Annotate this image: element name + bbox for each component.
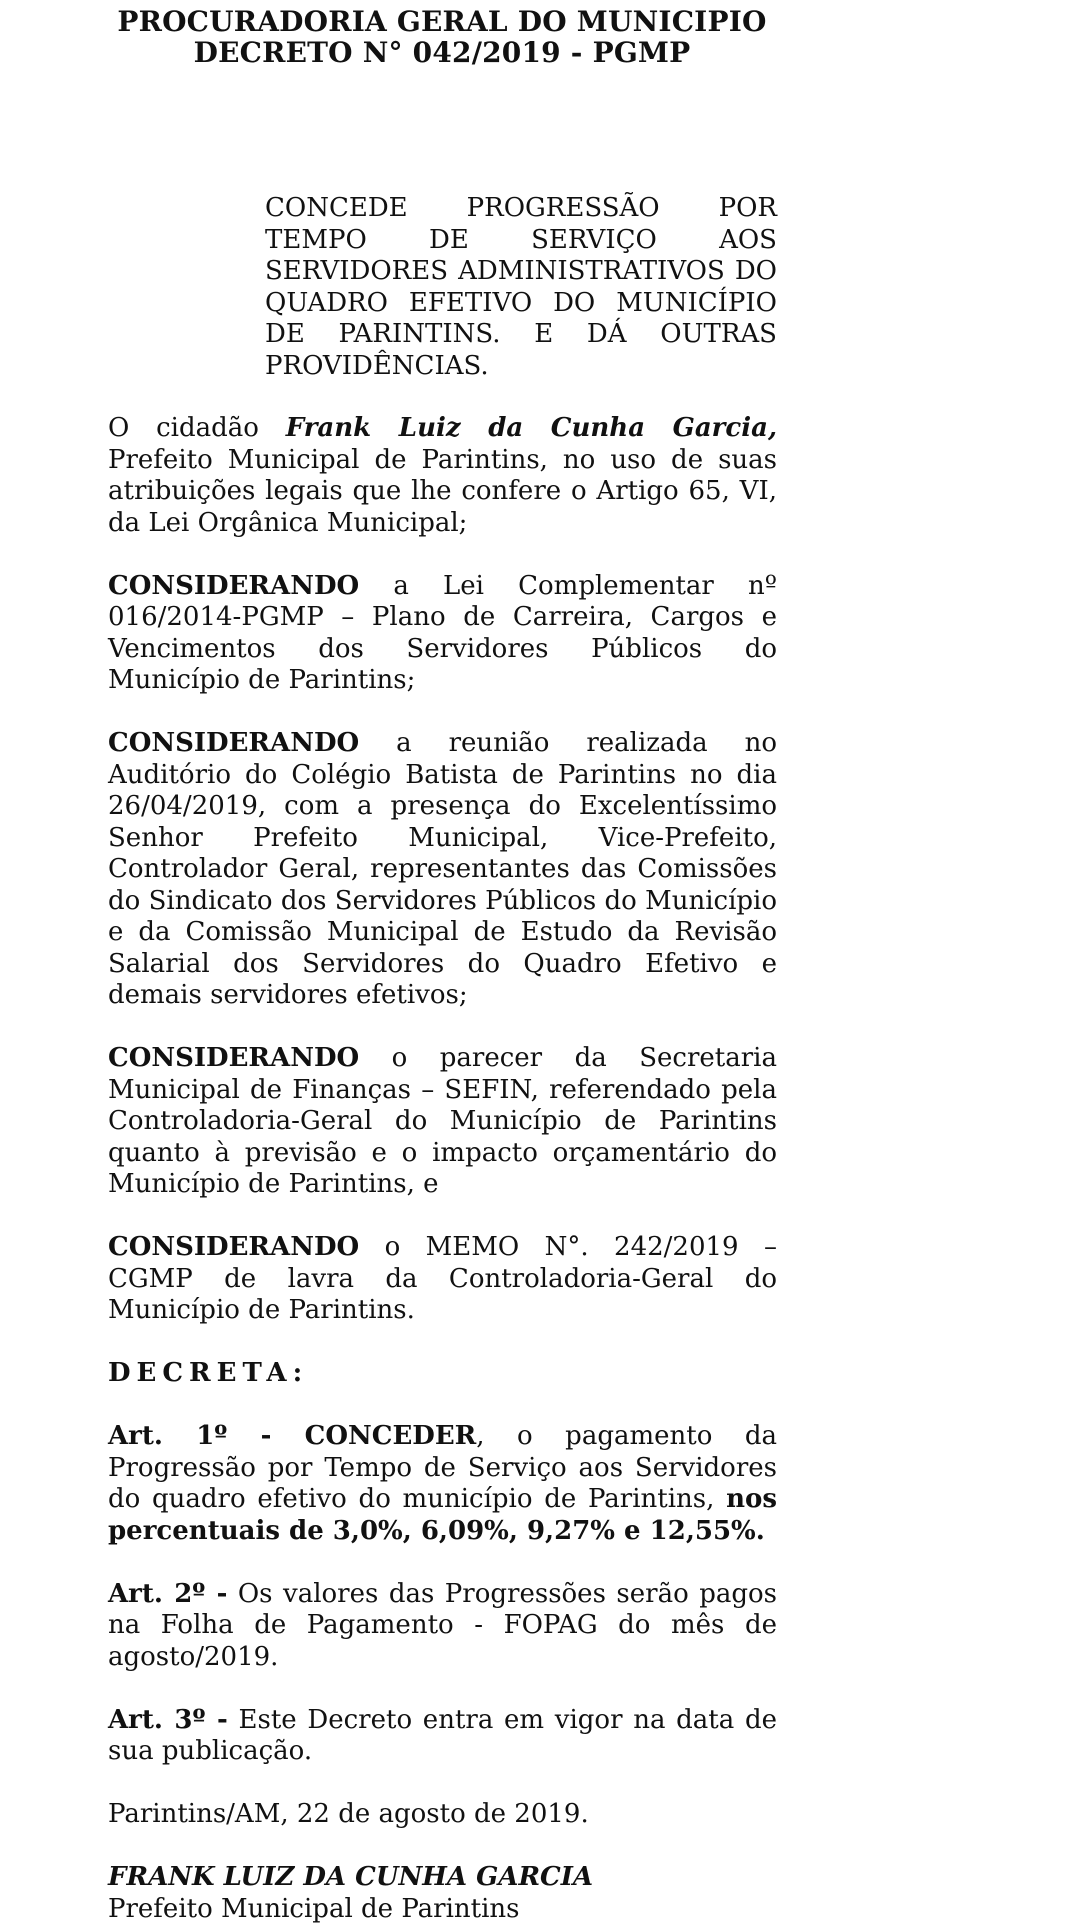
considerando-text: a Lei Complementar nº 016/2014-PGMP – Plano de Carreira, Cargos e Vencimentos dos Servidores Públicos do Município de Parintins; [108, 571, 777, 696]
decree-number: DECRETO N° 042/2019 - PGMP [0, 37, 884, 68]
article-3 [108, 1705, 777, 1768]
signatory-role: Prefeito Municipal de Parintins [108, 1894, 777, 1925]
preamble-intro: O cidadão [108, 413, 286, 443]
considerando-lead: CONSIDERANDO [108, 1043, 359, 1073]
considerando-1 [108, 571, 777, 697]
decree-summary: CONCEDE PROGRESSÃO POR TEMPO DE SERVIÇO AOS SERVIDORES ADMINISTRATIVOS DO QUADRO EFETIVO DO MUNICÍPIO DE PARINTINS. E DÁ OUTRAS PROVIDÊNCIAS. [265, 193, 777, 382]
article-lead: Art. 3º - [108, 1705, 228, 1735]
article-lead: Art. 1º - CONCEDER [108, 1421, 476, 1451]
article-lead: Art. 2º - [108, 1579, 227, 1609]
institution-title: PROCURADORIA GERAL DO MUNICIPIO [0, 6, 884, 37]
considerando-lead: CONSIDERANDO [108, 571, 359, 601]
considerando-4 [108, 1232, 777, 1327]
article-text: Os valores das Progressões serão pagos na Folha de Pagamento - FOPAG do mês de agosto/2019. [108, 1579, 777, 1672]
considerando-text: a reunião realizada no Auditório do Colégio Batista de Parintins no dia 26/04/2019, com a presença do Excelentíssimo Senhor Prefeito Municipal, Vice-Prefeito, Controlador Geral, representantes das Comissões do Sindicato dos Servidores Públicos do Município e da Comissão Municipal de Estudo da Revisão Salarial dos Servidores do Quadro Efetivo e demais servidores efetivos; [108, 728, 777, 1010]
considerando-text: o parecer da Secretaria Municipal de Finanças – SEFIN, referendado pela Controladoria-Geral do Município de Parintins quanto à previsão e o impacto orçamentário do Município de Parintins, e [108, 1043, 777, 1199]
considerando-lead: CONSIDERANDO [108, 1232, 359, 1262]
preamble [108, 413, 777, 539]
article-text: Este Decreto entra em vigor na data de sua publicação. [108, 1705, 777, 1767]
decreta-heading: DECRETA: [108, 1358, 777, 1390]
document-header [0, 6, 884, 68]
considerando-text: o MEMO N°. 242/2019 – CGMP de lavra da Controladoria-Geral do Município de Parintins. [108, 1232, 777, 1325]
considerando-lead: CONSIDERANDO [108, 728, 359, 758]
place-date: Parintins/AM, 22 de agosto de 2019. [108, 1799, 777, 1831]
article-1 [108, 1421, 777, 1547]
article-percentages: nos percentuais de 3,0%, 6,09%, 9,27% e 12,55%. [108, 1484, 777, 1546]
preamble-text: Prefeito Municipal de Parintins, no uso de suas atribuições legais que lhe confere o Artigo 65, VI, da Lei Orgânica Municipal; [108, 445, 777, 538]
considerando-3 [108, 1043, 777, 1201]
article-text: , o pagamento da Progressão por Tempo de Serviço aos Servidores do quadro efetivo do município de Parintins, [108, 1421, 777, 1514]
article-2 [108, 1579, 777, 1674]
considerando-2 [108, 728, 777, 1012]
mayor-name: Frank Luiz da Cunha Garcia, [286, 413, 777, 443]
signatory-name: FRANK LUIZ DA CUNHA GARCIA [108, 1862, 777, 1894]
decree-body [108, 413, 777, 1925]
